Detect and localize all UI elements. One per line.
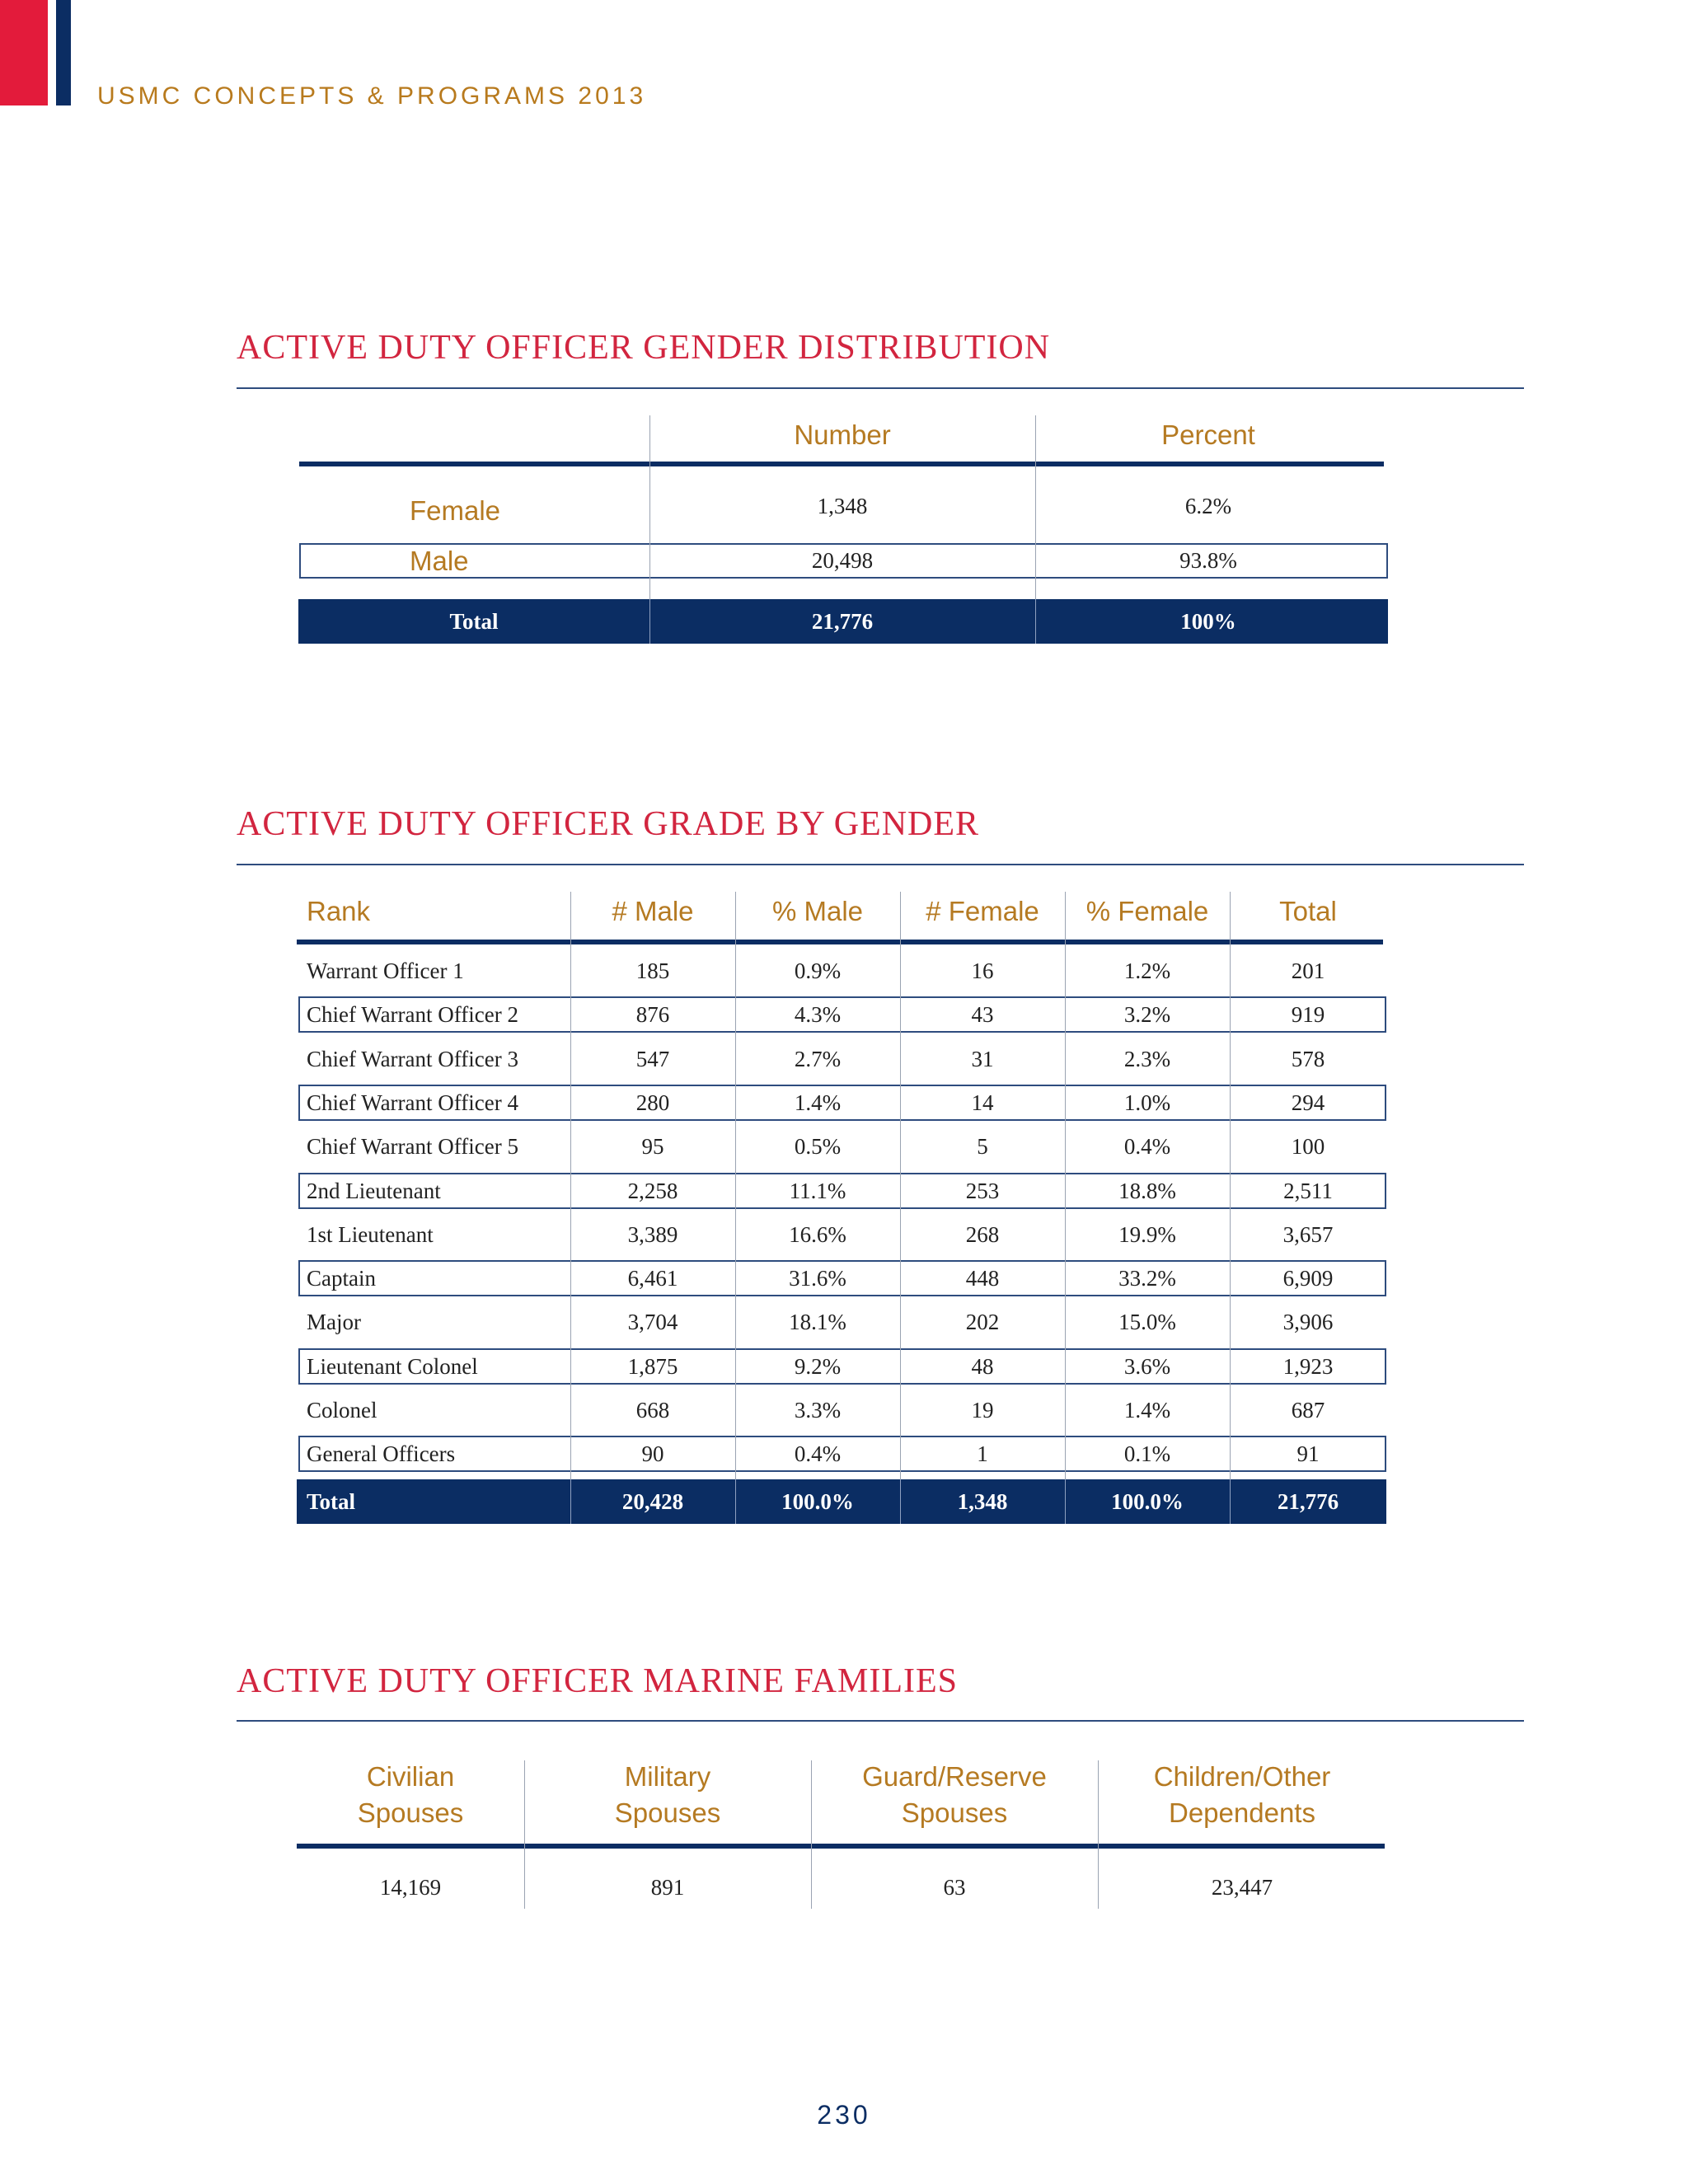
header-divider xyxy=(297,1844,1385,1849)
header-divider xyxy=(299,462,1384,466)
publication-header: USMC CONCEPTS & PROGRAMS 2013 xyxy=(97,82,647,110)
value-guard-reserve-spouses: 63 xyxy=(943,1874,966,1900)
table-cell-female-percent: 1.4% xyxy=(1123,1397,1171,1422)
female-number: 1,348 xyxy=(817,493,868,518)
column-header-male-count: # Male xyxy=(612,896,694,926)
column-header-total: Total xyxy=(1279,896,1337,926)
table-cell-total: 578 xyxy=(1291,1046,1325,1071)
table-cell-female-count: 43 xyxy=(971,1001,994,1027)
table-cell-male-count: 3,389 xyxy=(627,1221,678,1247)
table-cell-female-count: 31 xyxy=(971,1046,994,1071)
table-cell-male-count: 3,704 xyxy=(627,1309,678,1334)
total-female-count: 1,348 xyxy=(957,1488,1008,1514)
total-male-percent: 100.0% xyxy=(781,1488,854,1514)
table-cell-male-count: 876 xyxy=(635,1001,670,1027)
total-separator xyxy=(1230,1479,1231,1524)
gender-distribution-title: ACTIVE DUTY OFFICER GENDER DISTRIBUTION xyxy=(237,329,1051,367)
table-cell-male-percent: 1.4% xyxy=(794,1090,842,1115)
table-cell-female-count: 1 xyxy=(977,1441,988,1466)
gender-distribution-rule xyxy=(237,387,1524,389)
table-cell-female-percent: 0.1% xyxy=(1123,1441,1171,1466)
table-cell-male-count: 185 xyxy=(635,958,670,983)
table-cell-female-count: 202 xyxy=(965,1309,1000,1334)
header-red-bar xyxy=(0,0,48,105)
column-header-guard-reserve-spouses-line1: Guard/Reserve xyxy=(862,1761,1047,1792)
column-header-number: Number xyxy=(794,419,891,450)
table-cell-male-percent: 2.7% xyxy=(794,1046,842,1071)
column-separator xyxy=(1065,892,1066,1479)
table-cell-female-count: 48 xyxy=(971,1353,994,1379)
table-row-rank: 1st Lieutenant xyxy=(307,1221,434,1247)
table-cell-female-count: 14 xyxy=(971,1090,994,1115)
total-label: Total xyxy=(307,1488,356,1514)
table-cell-female-percent: 2.3% xyxy=(1123,1046,1171,1071)
table-cell-male-percent: 16.6% xyxy=(789,1221,846,1247)
row-label-male: Male xyxy=(410,545,469,576)
table-cell-male-percent: 0.4% xyxy=(794,1441,842,1466)
table-row-rank: Colonel xyxy=(307,1397,377,1422)
table-cell-total: 100 xyxy=(1291,1133,1325,1159)
table-row-rank: 2nd Lieutenant xyxy=(307,1178,441,1203)
table-cell-male-percent: 31.6% xyxy=(789,1265,846,1291)
table-cell-total: 919 xyxy=(1291,1001,1325,1027)
table-row-rank: Captain xyxy=(307,1265,376,1291)
row-label-female: Female xyxy=(410,495,501,526)
table-cell-female-percent: 33.2% xyxy=(1118,1265,1176,1291)
column-separator xyxy=(735,892,736,1479)
total-separator xyxy=(1065,1479,1066,1524)
table-cell-total: 3,657 xyxy=(1282,1221,1334,1247)
total-separator xyxy=(570,1479,571,1524)
column-header-female-count: # Female xyxy=(926,896,1039,926)
column-separator xyxy=(524,1760,525,1909)
column-separator xyxy=(1035,415,1036,599)
marine-families-rule xyxy=(237,1720,1524,1722)
table-cell-male-count: 280 xyxy=(635,1090,670,1115)
table-cell-male-count: 547 xyxy=(635,1046,670,1071)
table-cell-male-count: 95 xyxy=(641,1133,664,1159)
table-cell-male-count: 668 xyxy=(635,1397,670,1422)
table-cell-female-percent: 19.9% xyxy=(1118,1221,1176,1247)
table-cell-male-percent: 4.3% xyxy=(794,1001,842,1027)
table-row-rank: Lieutenant Colonel xyxy=(307,1353,478,1379)
value-civilian-spouses: 14,169 xyxy=(379,1874,442,1900)
column-header-military-spouses-line2: Spouses xyxy=(614,1797,721,1828)
table-cell-total: 687 xyxy=(1291,1397,1325,1422)
table-cell-female-percent: 1.2% xyxy=(1123,958,1171,983)
table-cell-male-count: 6,461 xyxy=(627,1265,678,1291)
header-divider xyxy=(297,940,1383,944)
column-separator xyxy=(1230,892,1231,1479)
table-row-rank: General Officers xyxy=(307,1441,456,1466)
column-separator xyxy=(1098,1760,1099,1909)
table-cell-female-percent: 1.0% xyxy=(1123,1090,1171,1115)
table-cell-female-percent: 0.4% xyxy=(1123,1133,1171,1159)
column-separator xyxy=(900,892,901,1479)
column-header-children-other-dependents-line1: Children/Other xyxy=(1153,1761,1331,1792)
total-percent: 100% xyxy=(1180,608,1236,634)
table-cell-female-count: 268 xyxy=(965,1221,1000,1247)
table-cell-total: 6,909 xyxy=(1282,1265,1334,1291)
total-male-count: 20,428 xyxy=(621,1488,684,1514)
table-row-rank: Warrant Officer 1 xyxy=(307,958,464,983)
table-cell-female-count: 253 xyxy=(965,1178,1000,1203)
table-cell-female-count: 448 xyxy=(965,1265,1000,1291)
table-cell-total: 294 xyxy=(1291,1090,1325,1115)
table-cell-female-percent: 3.2% xyxy=(1123,1001,1171,1027)
column-header-rank: Rank xyxy=(307,896,371,926)
table-cell-male-percent: 9.2% xyxy=(794,1353,842,1379)
total-separator xyxy=(900,1479,901,1524)
table-cell-male-percent: 0.9% xyxy=(794,958,842,983)
header-blue-bar xyxy=(56,0,71,105)
table-cell-total: 3,906 xyxy=(1282,1309,1334,1334)
column-header-children-other-dependents-line2: Dependents xyxy=(1169,1797,1315,1828)
table-cell-total: 1,923 xyxy=(1282,1353,1334,1379)
column-separator xyxy=(570,892,571,1479)
column-header-guard-reserve-spouses-line2: Spouses xyxy=(901,1797,1008,1828)
total-separator xyxy=(649,599,650,644)
total-separator xyxy=(735,1479,736,1524)
column-header-civilian-spouses-line1: Civilian xyxy=(366,1761,455,1792)
table-cell-male-percent: 0.5% xyxy=(794,1133,842,1159)
table-cell-female-percent: 18.8% xyxy=(1118,1178,1176,1203)
table-row-rank: Major xyxy=(307,1309,361,1334)
table-row-rank: Chief Warrant Officer 2 xyxy=(307,1001,518,1027)
table-cell-male-count: 2,258 xyxy=(627,1178,678,1203)
total-number: 21,776 xyxy=(811,608,874,634)
grade-by-gender-title: ACTIVE DUTY OFFICER GRADE BY GENDER xyxy=(237,805,980,843)
table-cell-female-count: 16 xyxy=(971,958,994,983)
table-cell-male-count: 1,875 xyxy=(627,1353,678,1379)
value-children-other-dependents: 23,447 xyxy=(1211,1874,1273,1900)
female-percent: 6.2% xyxy=(1184,493,1232,518)
table-cell-total: 91 xyxy=(1296,1441,1320,1466)
page-number: 230 xyxy=(817,2100,871,2130)
male-number: 20,498 xyxy=(811,548,874,573)
grade-by-gender-rule xyxy=(237,864,1524,865)
table-cell-female-percent: 15.0% xyxy=(1118,1309,1176,1334)
value-military-spouses: 891 xyxy=(650,1874,685,1900)
table-row-rank: Chief Warrant Officer 5 xyxy=(307,1133,518,1159)
column-separator xyxy=(811,1760,812,1909)
table-cell-total: 2,511 xyxy=(1283,1178,1333,1203)
marine-families-title: ACTIVE DUTY OFFICER MARINE FAMILIES xyxy=(237,1662,958,1700)
table-row-rank: Chief Warrant Officer 4 xyxy=(307,1090,518,1115)
column-header-male-percent: % Male xyxy=(771,896,864,926)
total-label: Total xyxy=(449,608,499,634)
column-header-percent: Percent xyxy=(1161,419,1255,450)
table-cell-total: 201 xyxy=(1291,958,1325,983)
table-row-rank: Chief Warrant Officer 3 xyxy=(307,1046,518,1071)
column-header-military-spouses-line1: Military xyxy=(624,1761,711,1792)
total-separator xyxy=(1035,599,1036,644)
male-percent: 93.8% xyxy=(1179,548,1237,573)
table-cell-male-percent: 3.3% xyxy=(794,1397,842,1422)
total-female-percent: 100.0% xyxy=(1111,1488,1184,1514)
table-cell-female-count: 19 xyxy=(971,1397,994,1422)
column-header-civilian-spouses-line2: Spouses xyxy=(357,1797,464,1828)
column-separator xyxy=(649,415,650,599)
table-cell-male-percent: 11.1% xyxy=(789,1178,846,1203)
table-cell-male-percent: 18.1% xyxy=(789,1309,846,1334)
column-header-female-percent: % Female xyxy=(1085,896,1209,926)
table-cell-female-count: 5 xyxy=(977,1133,988,1159)
table-cell-male-count: 90 xyxy=(641,1441,664,1466)
total-total: 21,776 xyxy=(1277,1488,1339,1514)
table-cell-female-percent: 3.6% xyxy=(1123,1353,1171,1379)
